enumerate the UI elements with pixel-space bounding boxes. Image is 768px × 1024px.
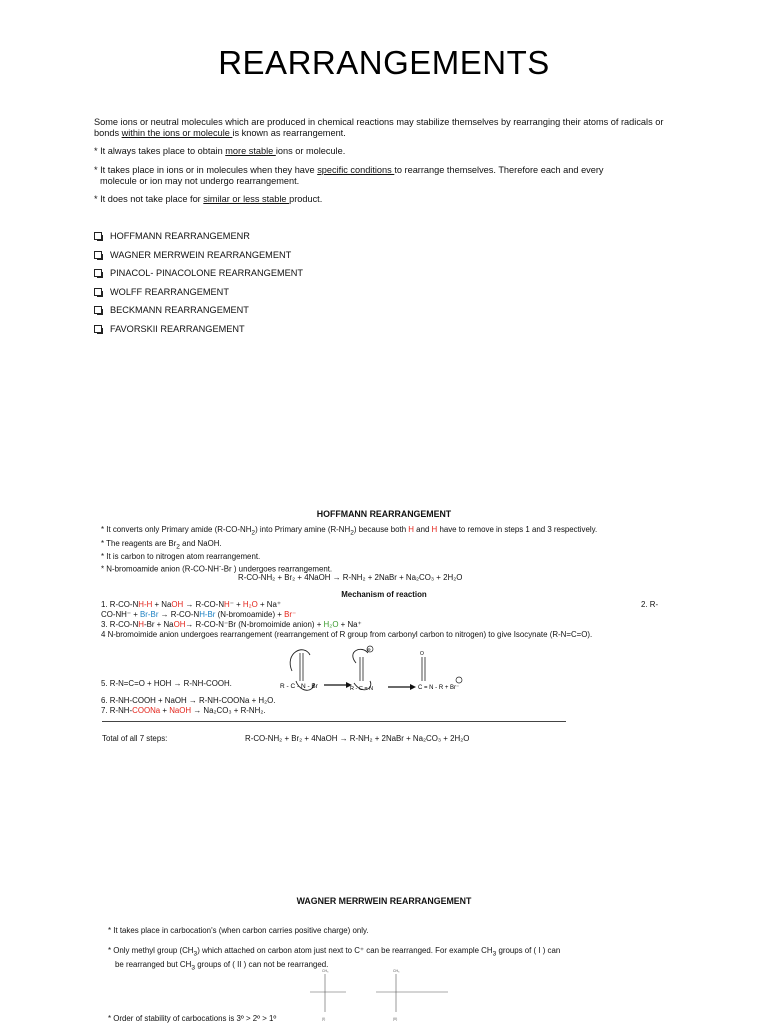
wagner-bullet-methyl: * Only methyl group $(CH_3)$ which attached on carbon atom just next to C⁺ can be rearranged. For example $CH_3$ groups of ( I ) can be rearranged but $CH_3$ groups of ( II ) can not be rearranged.: [108, 946, 561, 972]
mechanism-step-4: 4 N-bromoimide anion undergoes rearrangement (rearrangement of R group from carbonyl carbon to nitrogen) to give Isocynate (R-N=C=O).: [101, 630, 593, 639]
mechanism-step-2-number: 2. R-: [641, 600, 659, 609]
structure-mid-label: R - C = N: [350, 686, 374, 692]
carbocation-structures: [300, 966, 460, 1024]
mechanism-step-6: 6. R-NH-COOH + NaOH → R-NH-COONa + H₂O.: [101, 696, 276, 705]
structure-left-label: R - C - N - Br: [280, 683, 318, 690]
hoffmann-overall-equation: R-CO-NH₂ + Br₂ + 4NaOH → R-NH₂ + 2NaBr + Na₂CO₃ + 2H₂O: [238, 573, 463, 582]
mechanism-step-3: 3. R-CO-NH-Br + NaOH→ R-CO-N⁻Br (N-bromoimide anion) + H₂O + Na⁺: [101, 620, 362, 629]
hoffmann-title: HOFFMANN REARRANGEMENT: [316, 509, 452, 519]
hoffmann-bullet-c-to-n: * It is carbon to nitrogen atom rearrangement.: [101, 552, 261, 562]
ch3-label: CH₃: [393, 969, 400, 973]
wagner-bullet-carbocation: * It takes place in carbocation's (when carbon carries positive charge) only.: [108, 926, 369, 935]
bullet-similar-stable: * It does not take place for similar or less stable product.: [94, 194, 323, 204]
wagner-bullet-stability: * Order of stability of carbocations is 3º > 2º > 1º: [108, 1014, 277, 1023]
divider: [102, 721, 566, 722]
total-label: Total of all 7 steps:: [102, 734, 168, 743]
bullet-more-stable: * It always takes place to obtain more stable ions or molecule.: [94, 146, 346, 156]
bullet-specific-conditions: * It takes place in ions or in molecules when they have specific conditions to rearrange themselves. Therefore each and every molecule or ion may not undergo rearrangement.: [94, 165, 604, 186]
list-item: HOFFMANN REARRANGEMENR: [94, 231, 303, 250]
list-item: WAGNER MERRWEIN REARRANGEMENT: [94, 250, 303, 269]
structure-right-label: C = N - R + Br⁻: [418, 685, 460, 691]
page-title: REARRANGEMENTS: [218, 44, 550, 81]
charge-icon: [456, 677, 462, 683]
total-equation: R-CO-NH₂ + Br₂ + 4NaOH → R-NH₂ + 2NaBr + Na₂CO₃ + 2H₂O: [245, 734, 470, 743]
checkbox-icon: [94, 232, 102, 240]
mechanism-step-5: 5. R-N=C=O + HOH → R-NH-COOH.: [101, 679, 232, 688]
charge-label: ⊖: [367, 647, 371, 652]
checkbox-icon: [94, 269, 102, 277]
mechanism-step-7: 7. R-NH-COONa + NaOH → Na₂CO₃ + R-NH₂.: [101, 706, 266, 715]
list-item: PINACOL- PINACOLONE REARRANGEMENT: [94, 268, 303, 287]
checkbox-icon: [94, 325, 102, 333]
hoffmann-bullet-primary-amide: * It converts only Primary amide $(R-CO-NH_2)$ into Primary amine $(R-NH_2)$ because both H and H have to remove in steps 1 and 3 respectively.: [101, 525, 598, 537]
structure-ii-label: (II): [393, 1017, 398, 1021]
hoffmann-bullets: [101, 525, 691, 575]
rearrangement-mechanism-diagram: [270, 643, 470, 695]
arrow-head-icon: [410, 684, 416, 690]
checkbox-icon: [94, 306, 102, 314]
hoffmann-bullet-reagents: * The reagents are $Br_2$ and NaOH.: [101, 538, 222, 551]
rearrangement-list: [94, 231, 303, 342]
mechanism-step-2: CO-NH⁻ + Br-Br → R-CO-NH-Br (N-bromoamide) + Br⁻: [101, 610, 297, 619]
structure-i-label: (I): [322, 1017, 326, 1021]
checkbox-icon: [94, 251, 102, 259]
list-item: FAVORSKII REARRANGEMENT: [94, 324, 303, 343]
list-item: WOLFF REARRANGEMENT: [94, 287, 303, 306]
wagner-title: WAGNER MERRWEIN REARRANGEMENT: [296, 896, 472, 906]
mechanism-title: Mechanism of reaction: [341, 590, 427, 599]
checkbox-icon: [94, 288, 102, 296]
ch3-label: CH₃: [322, 969, 329, 973]
list-item: BECKMANN REARRANGEMENT: [94, 305, 303, 324]
intro-paragraph: Some ions or neutral molecules which are produced in chemical reactions may stabilize themselves by rearranging their atoms of radicals or bonds within the ions or molecule is known as rearrangement.: [94, 117, 664, 138]
mechanism-step-1: 1. R-CO-NH-H + NaOH → R-CO-NH⁻ + H₂O + Na⁺: [101, 600, 282, 609]
oxygen-label: O: [420, 651, 424, 657]
hoffmann-bullet-bromoamide: * N-bromoamide anion (R-CO-NH--Br ) undergoes rearrangement.: [101, 563, 333, 574]
